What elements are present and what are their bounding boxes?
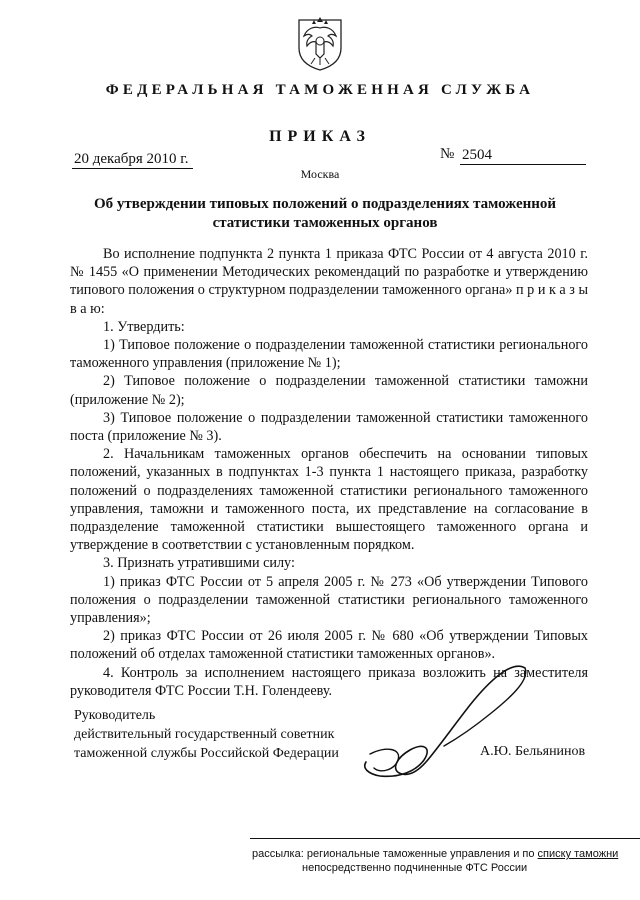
signer-title-line-2: действительный государственный советник	[74, 727, 335, 742]
order-number-label: №	[440, 146, 455, 162]
item-1-3: 3) Типовое положение о подразделении таможенной статистики таможенного поста (приложение № 3).	[70, 409, 588, 445]
item-3-heading: 3. Признать утратившими силу:	[103, 555, 295, 572]
item-1-1: 1) Типовое положение о подразделении таможенной статистики регионального таможенного управления (приложение № 1);	[70, 337, 588, 372]
item-2: 2. Начальникам таможенных органов обеспечить на основании типовых положений, указанных в подпунктах 1-3 пункта 1 настоящего приказа, разработку положений о подразделениях таможенной статистики регионального таможенного управления, таможни и таможенного поста, их представление на согласование в подразделение таможенной статистики вышестоящего таможенного органа и утверждение в соответствии с установленным порядком.	[70, 446, 588, 554]
preamble-paragraph: Во исполнение подпункта 2 пункта 1 приказа ФТС России от 4 августа 2010 г. № 1455 «О применении Методических рекомендаций по разработке и утверждению типового положения о структурном подразделении таможенного органа» п р и к а з ы в а ю:	[70, 246, 588, 317]
distribution-divider	[250, 838, 640, 839]
item-3-2: 2) приказ ФТС России от 26 июля 2005 г. № 680 «Об утверждении Типовых положений об отделах таможенной статистики таможенных органов».	[70, 628, 588, 663]
item-3-1: 1) приказ ФТС России от 5 апреля 2005 г. № 273 «Об утверждении Типового положения о подразделении таможенной статистики регионального таможенного управления»;	[70, 573, 588, 627]
order-title: ПРИКАЗ	[269, 128, 371, 145]
order-number: 2504	[460, 146, 586, 165]
distribution-line-2: непосредственно подчиненные ФТС России	[302, 862, 528, 874]
distribution-link: списку таможни	[537, 848, 619, 860]
distribution-list	[252, 847, 640, 875]
item-1-heading: 1. Утвердить:	[103, 318, 185, 335]
item-1-2: 2) Типовое положение о подразделении таможенной статистики таможни (приложение № 2);	[70, 373, 588, 408]
agency-name: ФЕДЕРАЛЬНАЯ ТАМОЖЕННАЯ СЛУЖБА	[105, 82, 535, 98]
signer-block	[74, 706, 339, 763]
order-city: Москва	[300, 167, 340, 181]
signer-title-line-3: таможенной службы Российской Федерации	[74, 746, 339, 761]
signer-title-line-1: Руководитель	[74, 708, 156, 723]
signer-name: А.Ю. Бельянинов	[480, 744, 586, 759]
distribution-text: рассылка: региональные таможенные управления и по	[252, 848, 538, 860]
item-4: 4. Контроль за исполнением настоящего приказа возложить на заместителя руководителя ФТС России Т.Н. Голендееву.	[70, 664, 588, 699]
order-subject: Об утверждении типовых положений о подразделениях таможенной статистики таможенных органов	[93, 196, 557, 231]
handwritten-signature-icon	[340, 650, 550, 785]
russian-eagle-emblem-icon	[295, 14, 345, 72]
order-body	[70, 245, 588, 700]
order-date: 20 декабря 2010 г.	[72, 150, 193, 169]
distribution-line-1	[252, 847, 640, 861]
